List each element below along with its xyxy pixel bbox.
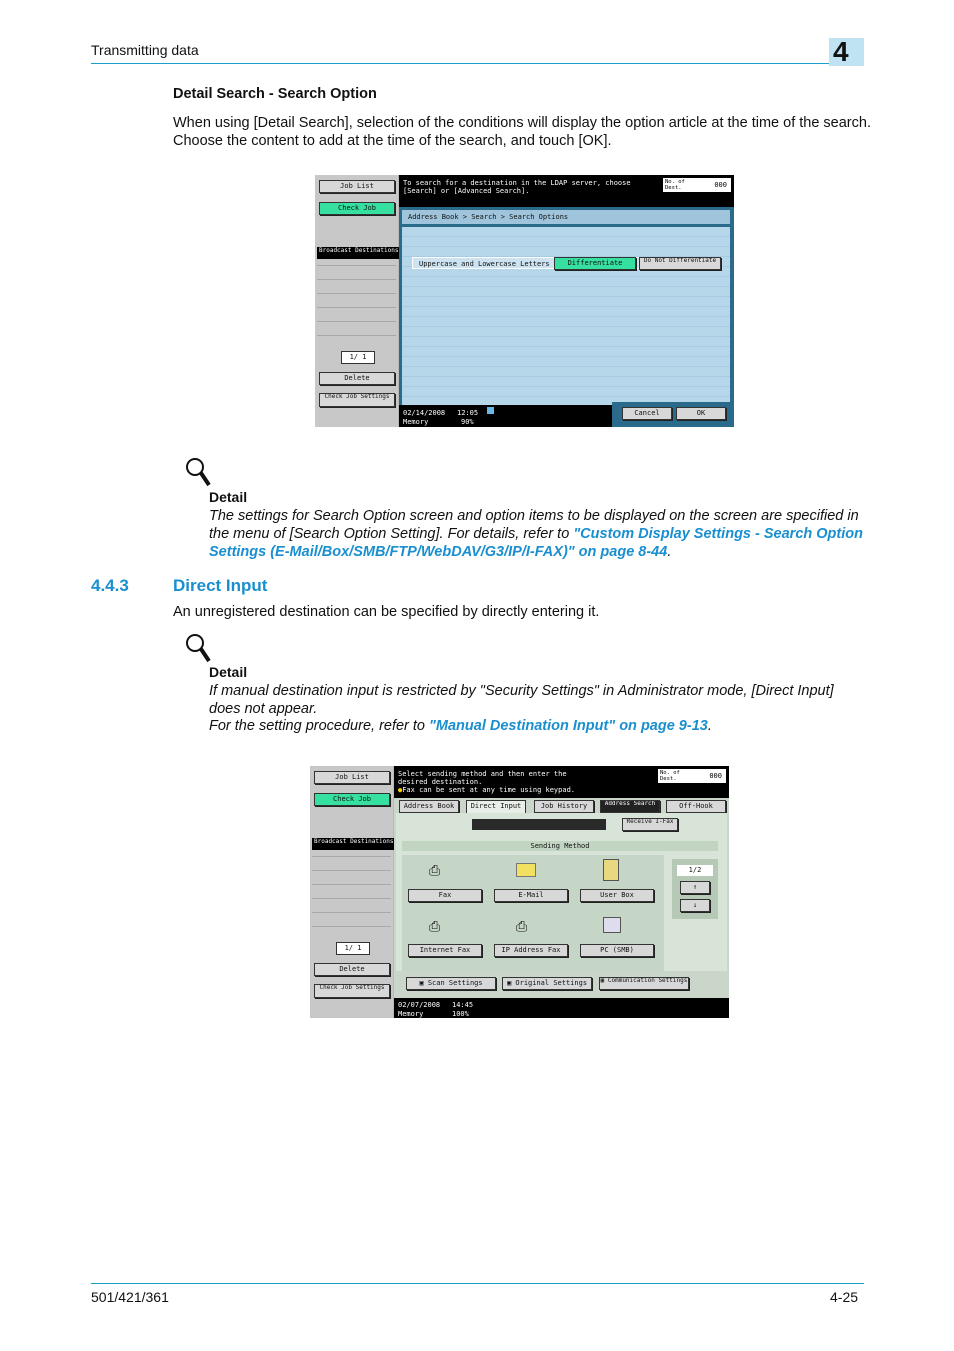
scroll-down-button[interactable]: ↓ [680,899,710,912]
page-counter: 1/ 1 [336,942,370,955]
status-bar [394,998,729,1018]
network-icon [487,407,494,414]
memory-value: 100% [452,1010,469,1018]
communication-settings-icon: ▣ [600,977,608,984]
dest-count-label: No. of Dest. [665,179,685,191]
subsection-number: 4.4.3 [91,576,129,595]
subsection-title: Direct Input [173,576,268,595]
broadcast-destinations-label: Broadcast Destinations [312,838,394,850]
check-job-button[interactable]: Check Job [314,793,390,806]
broadcast-destinations-label: Broadcast Destinations [317,247,399,259]
tab-address-search[interactable]: Address Search [600,800,660,813]
breadcrumb: Address Book > Search > Search Options [402,210,730,224]
delete-button[interactable]: Delete [319,372,395,385]
memory-value: 90% [461,418,474,426]
status-time: 12:05 [457,409,479,417]
scan-settings-button[interactable]: ▣ Scan Settings [406,977,496,990]
job-list-button[interactable]: Job List [314,771,390,784]
header-rule [91,63,864,64]
user-box-icon [603,859,619,881]
off-hook-button[interactable]: Off-Hook [666,800,726,813]
dest-count-box [663,178,731,192]
detail-text: The settings for Search Option screen and option items to be displayed on the screen are specified in the menu of [Search Option Setting]. For details, refer to "Custom Display Settings - Search Option Settings (E-Mail/Box/SMB/FTP/WebDAV/G3/IP/I-FAX)" on page 8-44. [209,508,863,560]
job-list-button[interactable]: Job List [319,180,395,193]
page-indicator: 1/2 [677,865,713,876]
dest-count-box [658,769,726,783]
differentiate-button[interactable]: Differentiate [554,257,636,270]
page-scroll-panel [672,859,718,919]
dest-count-value: 000 [714,181,727,189]
search-options-screenshot [315,175,734,427]
tab-job-history[interactable]: Job History [534,800,594,813]
main-panel [399,207,734,409]
status-date: 02/14/2008 [403,409,446,417]
section-title: Detail Search - Search Option [173,86,377,102]
method-grid [402,855,664,985]
ip-address-fax-button[interactable]: IP Address Fax [494,944,568,957]
check-job-button[interactable]: Check Job [319,202,395,215]
communication-settings-button[interactable]: ▣ Communication Settings [599,977,689,990]
cross-reference-link[interactable]: "Manual Destination Input" on page 9-13 [429,718,708,734]
destination-display [472,819,606,830]
memory-label: Memory [403,418,429,426]
email-icon [516,863,536,877]
do-not-differentiate-button[interactable]: Do Not Differentiate [639,257,721,270]
receive-ifax-button[interactable]: Receive I-Fax [622,818,678,831]
detail-reference: For the setting procedure, refer to "Manual Destination Input" on page 9-13. [209,718,712,734]
lightbulb-icon: ● [398,786,403,794]
subsection-body: An unregistered destination can be specified by directly entering it. [173,604,600,620]
footer-rule [91,1283,864,1284]
footer-model: 501/421/361 [91,1289,169,1305]
keypad-hint: ●Fax can be sent at any time using keypad. [398,786,576,794]
cross-reference-link[interactable]: "Custom Display Settings - Search Option Settings (E-Mail/Box/SMB/FTP/WebDAV/G3/IP/I-FAX)" on page 8-44 [209,526,863,560]
check-job-settings-button[interactable]: Check Job Settings [319,393,395,407]
detail-text: If manual destination input is restricted by "Security Settings" in Administrator mode, [Direct Input] does not appear. [209,683,834,717]
section-body: When using [Detail Search], selection of the conditions will display the option article at the time of the search. Choose the content to add at the time of the search, and touch [OK]. [173,115,871,149]
email-button[interactable]: E-Mail [494,889,568,902]
user-box-button[interactable]: User Box [580,889,654,902]
message-area [394,766,729,798]
internet-fax-icon: ⎙ [429,919,441,935]
ip-address-fax-icon: ⎙ [516,919,528,935]
memory-label: Memory [398,1010,424,1018]
settings-bar [394,971,729,998]
message-area [399,175,734,207]
original-settings-icon: ▣ [506,979,516,987]
pc-smb-button[interactable]: PC (SMB) [580,944,654,957]
pc-icon [603,917,621,933]
scan-settings-icon: ▣ [419,979,428,987]
main-panel [394,798,729,998]
direct-input-screenshot [310,766,729,1018]
tab-direct-input[interactable]: Direct Input [466,800,526,815]
ok-button[interactable]: OK [676,407,726,420]
running-header: Transmitting data [91,42,199,58]
instruction-message: Select sending method and then enter the desired destination. [398,770,567,786]
cancel-button[interactable]: Cancel [622,407,672,420]
detail-label: Detail [209,664,248,680]
fax-button[interactable]: Fax [408,889,482,902]
scroll-up-button[interactable]: ↑ [680,881,710,894]
fax-icon: ⎙ [429,863,441,879]
tab-address-book[interactable]: Address Book [399,800,459,813]
dest-count-label: No. of Dest. [660,770,680,782]
internet-fax-button[interactable]: Internet Fax [408,944,482,957]
check-job-settings-button[interactable]: Check Job Settings [314,984,390,998]
page-counter: 1/ 1 [341,351,375,364]
original-settings-button[interactable]: ▣ Original Settings [502,977,592,990]
magnifier-icon [185,457,211,487]
dest-count-value: 000 [709,772,722,780]
status-date: 02/07/2008 [398,1001,441,1009]
footer-page-number: 4-25 [830,1289,859,1305]
instruction-message: To search for a destination in the LDAP server, choose [Search] or [Advanced Search]. [403,179,631,195]
delete-button[interactable]: Delete [314,963,390,976]
options-area [402,227,730,407]
sending-method-header: Sending Method [402,841,718,851]
detail-label: Detail [209,489,248,505]
status-time: 14:45 [452,1001,474,1009]
option-label: Uppercase and Lowercase Letters [419,260,550,268]
chapter-number: 4 [833,36,849,67]
magnifier-icon [185,633,211,663]
